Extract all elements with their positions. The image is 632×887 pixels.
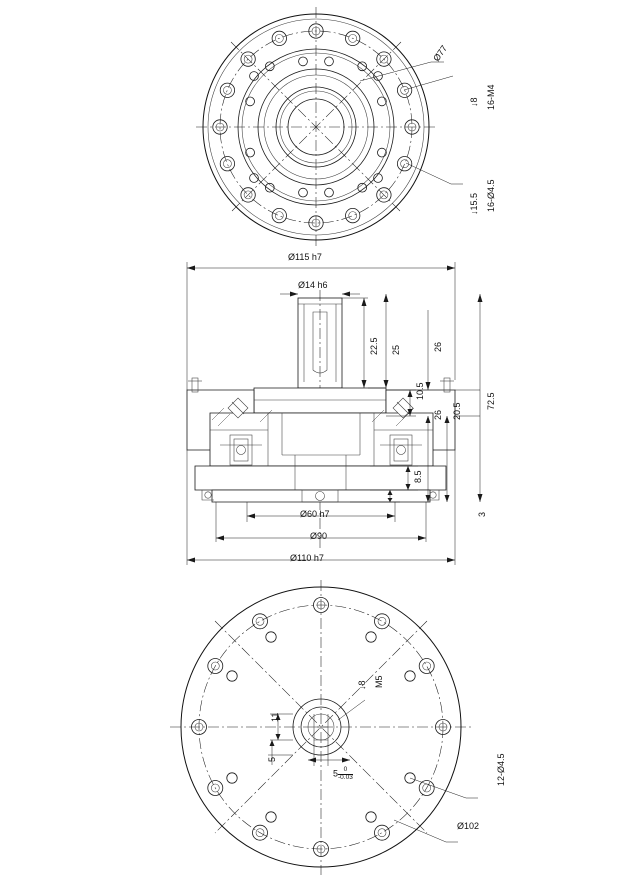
dia-60-label: Ø60 h7 [300,509,330,519]
bottom-view-geometry [170,580,478,875]
tapped-hole-depth: 8 [469,97,479,103]
depth-symbol-icon: ↓ [469,102,479,107]
dia-14-label: Ø14 h6 [298,280,328,290]
dim-22-5-label: 22.5 [369,337,379,355]
keyway-tol-lower: -0.03 [338,773,353,781]
top-view [195,6,455,246]
thru-hole-count: 16-Ø4.5 [486,179,496,212]
bolt-circle-dia-label [431,43,450,67]
depth-symbol-icon-3: ↓ [357,685,367,690]
tapped-hole-count: 16-M4 [486,84,496,110]
thru-hole-depth: 15.5 [469,192,479,211]
dim-26-lower-label: 26 [433,409,443,420]
top-view-geometry [196,7,463,247]
depth-symbol-icon-2: ↓ [469,210,479,215]
outer-bolt-circle-label: Ø102 [457,821,480,831]
section-view [150,250,570,580]
dim-25-label: 25 [391,344,401,355]
dim-20-5-label: 20.5 [452,402,462,420]
keyway-depth-label: 11 [270,712,280,722]
dim-25 [384,294,389,388]
bottom-view [160,580,480,880]
dia-115-label: Ø115 h7 [288,252,322,262]
center-tapped-hole-label: M5 [374,675,384,688]
keyway-width-value: 5 [333,768,339,779]
dim-8-5-label: 8.5 [413,470,423,483]
dim-3-label: 3 [477,511,487,517]
mounting-hole-spec-label: 12-Ø4.5 [496,753,506,786]
dim-10-5-label: 10.5 [415,382,425,400]
dia-90-label: Ø90 [310,531,328,541]
bolt-circle-dia-text: Ø77 [431,43,450,64]
keyway-tol-upper: 0 [343,766,348,773]
dim-72-5-label: 72.5 [486,392,496,410]
dim-26-upper-label: 26 [433,341,443,352]
center-tapped-depth-label: ↓8 [357,680,367,690]
thru-hole-depth-label [469,192,492,224]
dia-110-label: Ø110 h7 [290,553,324,563]
keyway-offset-label: 5 [267,756,277,762]
tapped-hole-depth-label [469,97,480,116]
dim-72-5 [478,294,483,502]
tapped-hole-spec-label [486,84,513,119]
keyway-width-label [333,767,353,781]
